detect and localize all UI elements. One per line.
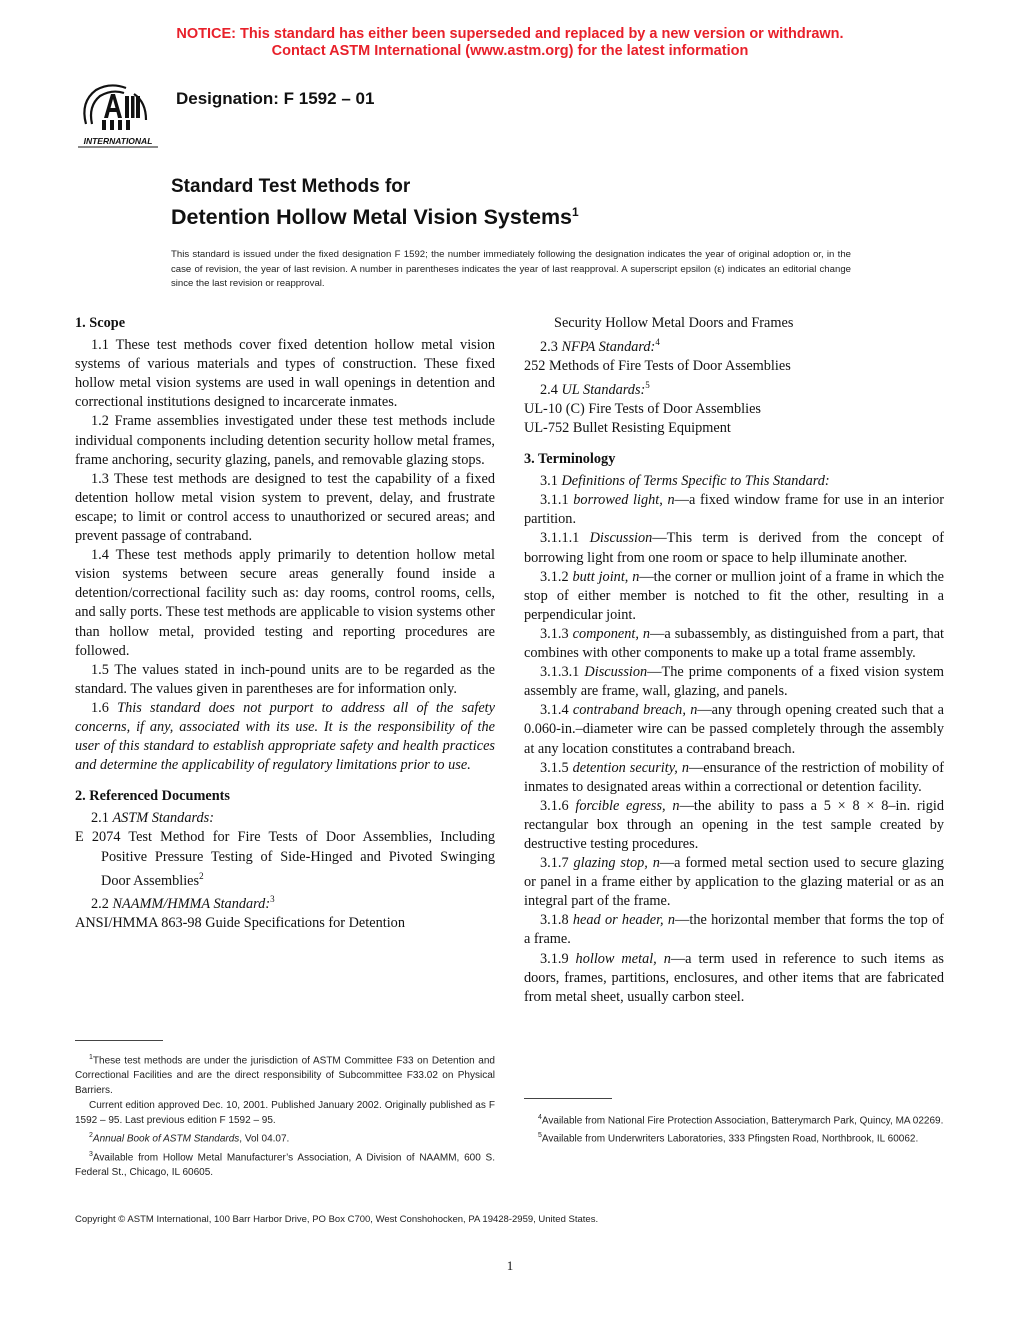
scope-1-4: 1.4 These test methods apply primarily to detention hollow metal vision systems between secure areas generally found inside a detention/correctional facility such as: day rooms, control rooms, cells, and sally ports. These test methods are applicable to vision systems other than hollow metal, provided testing and reporting procedures are followed. [75, 547, 495, 659]
title-footnote-mark: 1 [572, 205, 579, 219]
term-3-1-4 [524, 701, 944, 758]
footnote-4 [524, 1110, 944, 1128]
term-definition: —the horizontal member that forms the top of a frame. [524, 912, 944, 948]
scope-1-2: 1.2 Frame assemblies investigated under these test methods include individual components including detention security hollow metal frames, frame anchoring, security glazing, panels, and removable glazing stops. [75, 413, 495, 468]
term-name: borrowed light, n [573, 492, 675, 509]
section-heading-referenced-documents: 2. Referenced Documents [75, 788, 230, 805]
term-name: Discussion [584, 664, 648, 681]
term-name: hollow metal, n [575, 950, 671, 967]
astm-logo-icon [74, 80, 160, 150]
footnote-mark: 3 [89, 1150, 93, 1158]
ref-2-2-footnote-mark: 3 [270, 894, 275, 905]
term-3-1-5 [524, 759, 944, 797]
logo-text: INTERNATIONAL [83, 136, 153, 146]
designation: Designation: F 1592 – 01 [176, 89, 375, 108]
term-name: detention security, n [572, 759, 689, 776]
ref-2-4 [524, 376, 944, 400]
term-number: 3.1.8 [540, 912, 569, 929]
term-3-1-1 [524, 491, 944, 529]
ref-2-3-footnote-mark: 4 [655, 337, 660, 348]
term-number: 3.1.3.1 [540, 664, 580, 681]
term-definition: —the corner or mullion joint of a frame in which the stop of either member is notched to fit the other, resulting in a perpendicular joint. [524, 568, 944, 623]
footnote-5 [524, 1128, 944, 1146]
term-definition: —a subassembly, as distinguished from a part, that combines with other components to make up a total frame assembly. [524, 625, 945, 662]
term-3-1 [524, 472, 944, 491]
term-name: Discussion [589, 530, 653, 547]
ref-2-2 [75, 890, 495, 914]
term-3-1-6 [524, 797, 944, 854]
footnote-divider-right [524, 1098, 612, 1099]
footnotes-left [75, 1050, 495, 1180]
term-definition: —The prime components of a fixed vision system assembly are frame, wall, glazing, and panels. [524, 664, 945, 700]
term-3-1-number: 3.1 [540, 473, 558, 490]
scope-1-3: 1.3 These test methods are designed to test the capability of a fixed detention hollow metal vision system to prevent, delay, and frustrate escape; to limit or control access to unauthorized or secured areas; and prevent passage of contraband. [75, 470, 495, 545]
term-name: contraband breach, n [572, 702, 698, 719]
term-3-1-3 [524, 625, 944, 663]
term-3-1-3-1 [524, 663, 944, 701]
notice-line-2: Contact ASTM International (www.astm.org) for the latest information [271, 43, 749, 59]
left-column [75, 314, 495, 933]
term-definition: —a formed metal section used to secure glazing or panel in a frame either by application to the glazing material or as an integral part of the frame. [524, 855, 945, 910]
ref-2-4-footnote-mark: 5 [645, 380, 650, 391]
ref-2-2-number: 2.2 [91, 896, 109, 913]
term-number: 3.1.9 [540, 950, 569, 967]
term-number: 3.1.3 [540, 625, 569, 642]
term-3-1-9 [524, 950, 944, 1007]
term-name: butt joint, n [572, 568, 640, 585]
footnote-text-italic: Annual Book of ASTM Standards [92, 1133, 240, 1145]
page-number: 1 [506, 1258, 514, 1273]
term-number: 3.1.4 [540, 702, 569, 719]
term-name: head or header, n [572, 912, 676, 929]
term-number: 3.1.1.1 [540, 530, 580, 547]
term-3-1-text: Definitions of Terms Specific to This Standard: [561, 473, 830, 490]
ref-ul-752: UL-752 Bullet Resisting Equipment [524, 420, 731, 436]
section-heading-scope: 1. Scope [75, 315, 126, 331]
term-3-1-2 [524, 568, 944, 625]
ref-2-4-text: UL Standards: [561, 381, 646, 398]
term-definition: —ensurance of the restriction of mobility of inmates to designated areas within a correctional or detention facility. [524, 759, 945, 795]
scope-1-6-number: 1.6 [91, 699, 109, 716]
notice-line-1: NOTICE: This standard has either been superseded and replaced by a new version or withdrawn. [176, 26, 844, 42]
footnote-mark: 2 [89, 1132, 93, 1140]
term-definition: —any through opening created such that a 0.060-in.–diameter wire can be passed completely through the assembly at any location constitutes a contraband breach. [524, 702, 944, 757]
section-heading-terminology: 3. Terminology [524, 451, 616, 468]
title-line-2: Detention Hollow Metal Vision Systems [171, 205, 573, 230]
footnote-text: These test methods are under the jurisdiction of ASTM Committee F33 on Detention and Correctional Facilities and are the direct responsibility of Subcommittee F33.02 on Physical Barriers. [75, 1055, 495, 1097]
footnote-text: , Vol 04.07. [239, 1133, 290, 1145]
ref-e2074-footnote-mark: 2 [199, 870, 204, 881]
footnote-text: Available from Underwriters Laboratories, 333 Pfingsten Road, Northbrook, IL 60062. [541, 1133, 919, 1145]
footnote-1 [75, 1050, 495, 1098]
ref-ul-10: UL-10 (C) Fire Tests of Door Assemblies [524, 400, 761, 417]
ref-e2074-text: E 2074 Test Method for Fire Tests of Door Assemblies, Including Positive Pressure Testing of Side-Hinged and Pivoted Swinging Door Assemblies [75, 829, 495, 889]
ref-2-3-text: NFPA Standard: [561, 338, 656, 355]
footnote-mark: 1 [89, 1054, 93, 1061]
ref-nfpa-252: 252 Methods of Fire Tests of Door Assemblies [524, 357, 791, 374]
term-definition: —This term is derived from the concept of borrowing light from one room or space to help illuminate another. [524, 530, 944, 566]
scope-1-6-text: This standard does not purport to address all of the safety concerns, if any, associated with its use. It is the responsibility of the user of this standard to establish appropriate safety and health practices and determine the applicability of regulatory limitations prior to use. [75, 699, 495, 774]
scope-1-1: 1.1 These test methods cover fixed detention hollow metal vision systems of various materials and types of construction. These fixed hollow metal vision systems are used in wall openings in detention and correctional institutions designed to incarcerate inmates. [75, 337, 495, 411]
term-3-1-1-1 [524, 529, 944, 567]
withdrawal-notice [0, 26, 1020, 60]
term-3-1-8 [524, 911, 944, 949]
term-definition: —a fixed window frame for use in an interior partition. [524, 492, 944, 528]
ref-e2074 [75, 828, 495, 890]
footnotes-right [524, 1110, 944, 1147]
term-3-1-7 [524, 854, 944, 911]
term-definition: —a term used in reference to such items as doors, frames, partitions, enclosures, and other items that are fabricated from metal sheet, usually carbon steel. [524, 950, 944, 1005]
footnote-3 [75, 1147, 495, 1180]
ref-ansi-part1: ANSI/HMMA 863-98 Guide Specifications for Detention [75, 915, 405, 932]
footnote-text: Available from Hollow Metal Manufacturer’s Association, A Division of NAAMM, 600 S. Federal St., Chicago, IL 60605. [75, 1151, 495, 1178]
ref-ansi-part2: Security Hollow Metal Doors and Frames [554, 315, 794, 331]
scope-1-6 [75, 699, 495, 775]
term-name: forcible egress, n [575, 797, 680, 814]
copyright-notice: Copyright © ASTM International, 100 Barr Harbor Drive, PO Box C700, West Conshohocken, PA 19428-2959, United States. [75, 1214, 599, 1225]
ref-2-4-number: 2.4 [540, 381, 558, 398]
footnote-mark: 4 [538, 1114, 542, 1121]
ref-2-3-number: 2.3 [540, 338, 558, 355]
term-number: 3.1.1 [540, 492, 569, 509]
ref-2-1-text: ASTM Standards: [112, 810, 214, 827]
preface-note: This standard is issued under the fixed designation F 1592; the number immediately following the designation indicates the year of original adoption or, in the case of revision, the year of last revision. A number in parentheses indicates the year of last reapproval. A superscript epsilon (ε) indicates an editorial change since the last revision or reapproval. [171, 249, 851, 289]
footnote-text: Available from National Fire Protection Association, Batterymarch Park, Quincy, MA 02269. [541, 1115, 944, 1127]
term-name: component, n [572, 625, 651, 642]
term-number: 3.1.6 [540, 797, 569, 814]
term-definition: —the ability to pass a 5 × 8 × 8–in. rigid rectangular box through an opening in the test sample created by destructive testing procedures. [524, 797, 945, 852]
ref-2-1 [75, 809, 495, 828]
term-number: 3.1.5 [540, 759, 569, 776]
ref-2-1-number: 2.1 [91, 810, 109, 827]
right-column [524, 314, 944, 1007]
term-number: 3.1.7 [540, 855, 569, 872]
term-name: glazing stop, n [573, 855, 660, 872]
ref-2-2-text: NAAMM/HMMA Standard: [112, 896, 271, 913]
title-line-1: Standard Test Methods for [171, 176, 411, 197]
footnote-mark: 5 [538, 1132, 542, 1140]
document-title [171, 175, 579, 230]
footnote-divider-left [75, 1040, 163, 1041]
footnote-1-edition: Current edition approved Dec. 10, 2001. Published January 2002. Originally published as F 1592 – 95. Last previous edition F 1592 – 95. [75, 1100, 495, 1127]
ref-2-3 [524, 333, 944, 357]
footnote-2 [75, 1128, 495, 1146]
term-number: 3.1.2 [540, 568, 569, 585]
scope-1-5: 1.5 The values stated in inch-pound units are to be regarded as the standard. The values given in parentheses are for information only. [75, 661, 495, 697]
